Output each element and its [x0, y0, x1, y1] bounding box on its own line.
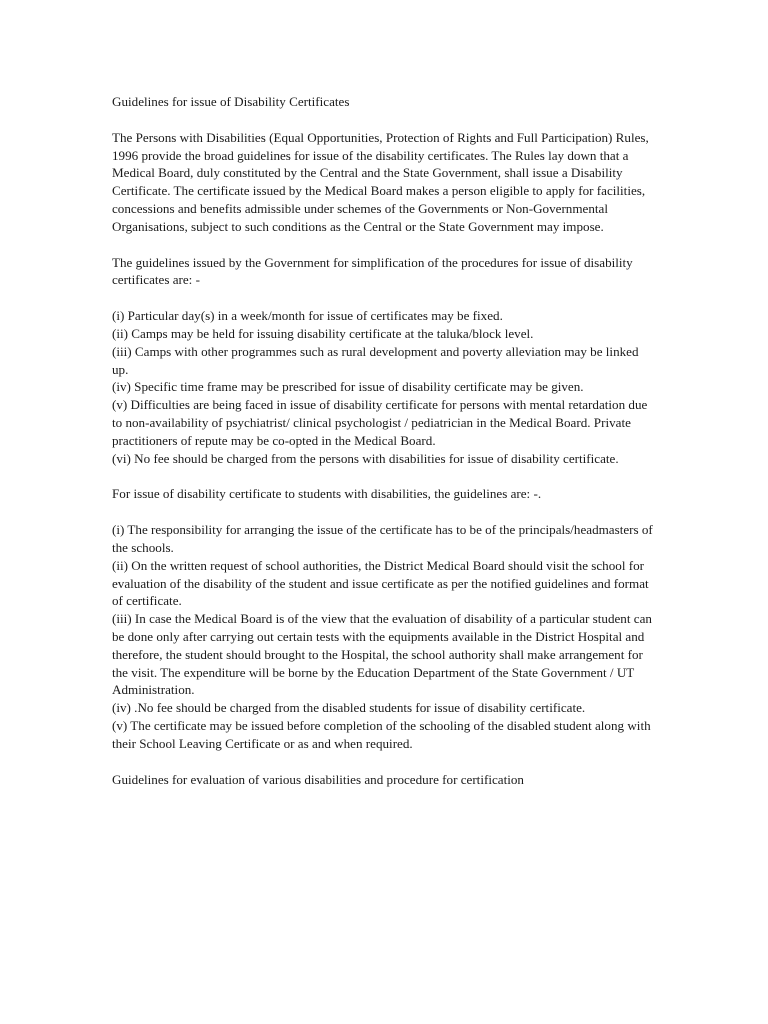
students-guideline-item: (ii) On the written request of school authorities, the District Medical Board should visit the school for evaluation of the disability of the student and issue certificate as per the notified guidelines and format of certificate.: [112, 557, 649, 609]
govt-guidelines-list: [112, 307, 657, 467]
document-page: [112, 93, 657, 788]
govt-guideline-item: (v) Difficulties are being faced in issue of disability certificate for persons with mental retardation due to non-availability of psychiatrist/ clinical psychologist / pediatrician in the Medical Board. Private practitioners of repute may be co-opted in the Medical Board.: [112, 397, 648, 448]
intro-paragraph: The Persons with Disabilities (Equal Opportunities, Protection of Rights and Full Participation) Rules, 1996 provide the broad guidelines for issue of the disability certificates. The Rules lay down that a Medical Board, duly constituted by the Central and the State Government, shall issue a Disability Certificate. The certificate issued by the Medical Board makes a person eligible to apply for facilities, concessions and benefits admissible under schemes of the Governments or Non-Governmental Organisations, subject to such conditions as the Central or the State Government may impose.: [112, 129, 649, 234]
students-guideline-item: (v) The certificate may be issued before completion of the schooling of the disabled student along with their School Leaving Certificate or as and when required.: [112, 717, 651, 751]
document-title: Guidelines for issue of Disability Certificates: [112, 94, 350, 109]
govt-guideline-item: (vi) No fee should be charged from the persons with disabilities for issue of disability certificate.: [112, 450, 619, 466]
students-guideline-item: (iii) In case the Medical Board is of the view that the evaluation of disability of a particular student can be done only after carrying out certain tests with the equipments available in the District Hospital and therefore, the student should brought to the Hospital, the school authority shall make arrangement for the visit. The expenditure will be borne by the Education Department of the State Government / UT Administration.: [112, 611, 652, 698]
students-guidelines-intro: For issue of disability certificate to students with disabilities, the guidelines are: -.: [112, 486, 542, 502]
govt-guideline-item: (ii) Camps may be held for issuing disability certificate at the taluka/block level.: [112, 325, 534, 341]
students-guideline-item: (iv) .No fee should be charged from the disabled students for issue of disability certificate.: [112, 700, 586, 716]
govt-guideline-item: (i) Particular day(s) in a week/month for issue of certificates may be fixed.: [112, 308, 503, 324]
students-guideline-item: (i) The responsibility for arranging the issue of the certificate has to be of the principals/headmasters of the schools.: [112, 522, 653, 555]
govt-guideline-item: (iv) Specific time frame may be prescribed for issue of disability certificate may be given.: [112, 379, 584, 395]
students-guidelines-list: [112, 521, 657, 752]
evaluation-heading: Guidelines for evaluation of various disabilities and procedure for certification: [112, 771, 524, 787]
govt-guidelines-intro: The guidelines issued by the Government for simplification of the procedures for issue of disability certificates are: -: [112, 254, 633, 288]
govt-guideline-item: (iii) Camps with other programmes such as rural development and poverty alleviation may be linked up.: [112, 343, 639, 377]
